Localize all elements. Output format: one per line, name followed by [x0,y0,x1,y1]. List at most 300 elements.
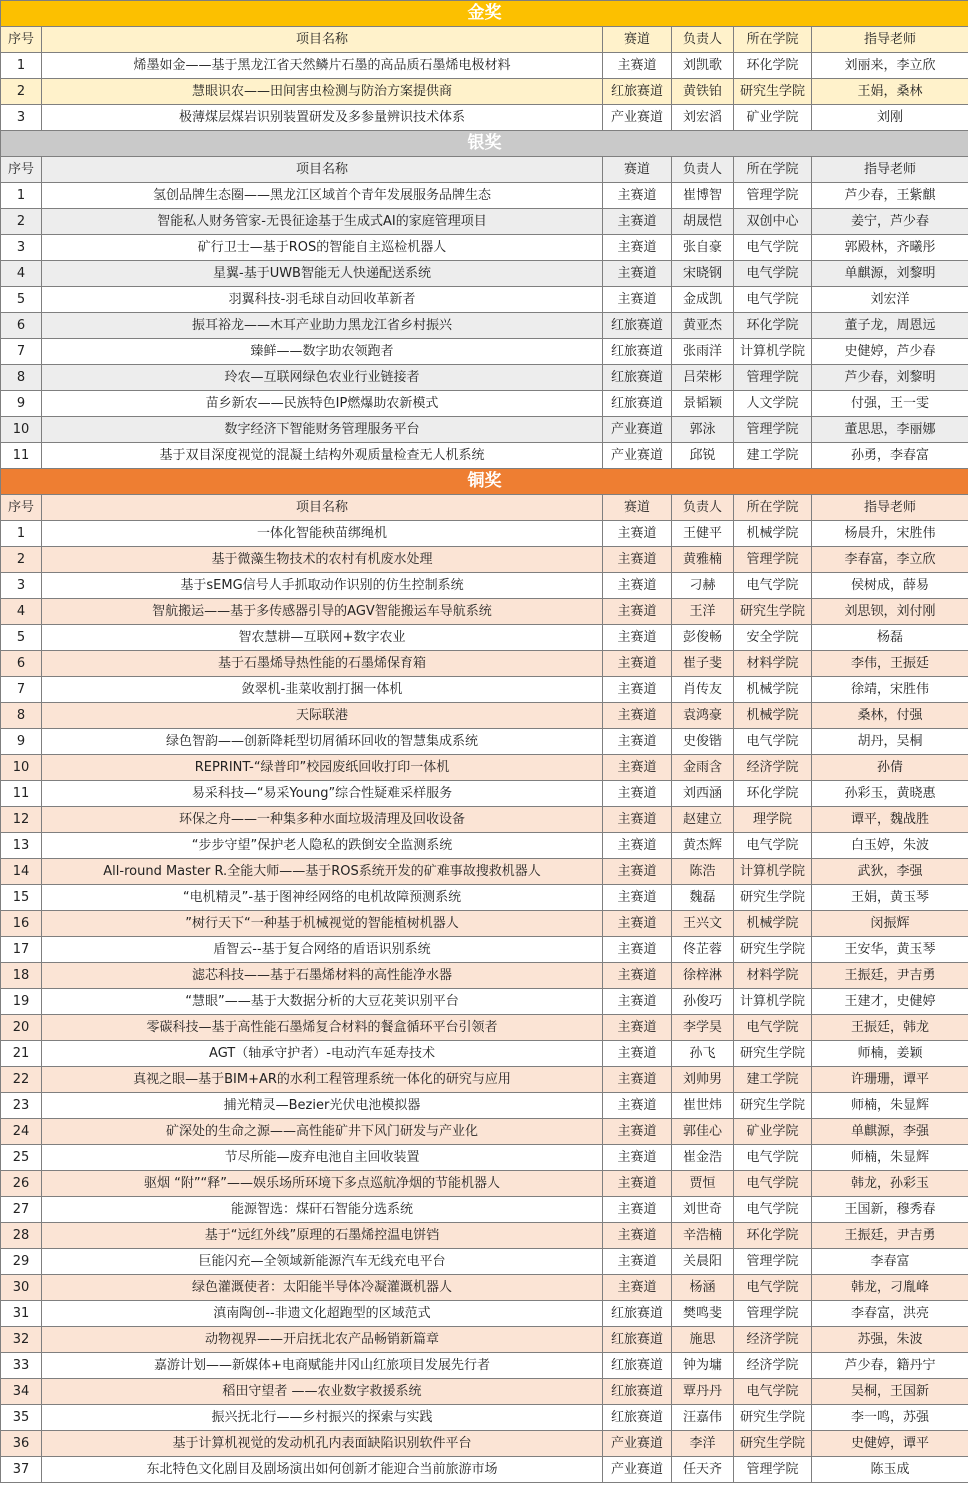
cell-advisor: 董思思，李丽娜 [812,417,968,443]
cell-index: 30 [1,1275,42,1301]
cell-track: 红旅赛道 [603,1327,672,1353]
cell-leader: 宋晓钢 [672,261,734,287]
table-row [1,703,968,729]
column-header: 指导老师 [812,157,968,183]
column-header: 负责人 [672,495,734,521]
cell-project-name: 羽翼科技-羽毛球自动回收革新者 [42,287,603,313]
cell-college: 电气学院 [734,261,812,287]
cell-advisor: 李春富 [812,1249,968,1275]
cell-advisor: 武狄，李强 [812,859,968,885]
cell-index: 23 [1,1093,42,1119]
cell-college: 安全学院 [734,625,812,651]
cell-leader: 胡晟恺 [672,209,734,235]
cell-leader: 孙俊巧 [672,989,734,1015]
cell-track: 主赛道 [603,1145,672,1171]
cell-track: 主赛道 [603,1197,672,1223]
cell-advisor: 王娟，桑林 [812,79,968,105]
cell-leader: 崔博智 [672,183,734,209]
cell-college: 经济学院 [734,1353,812,1379]
cell-index: 28 [1,1223,42,1249]
cell-track: 产业赛道 [603,417,672,443]
table-row [1,1275,968,1301]
cell-advisor: 姜宁，芦少春 [812,209,968,235]
cell-college: 管理学院 [734,183,812,209]
cell-track: 主赛道 [603,53,672,79]
cell-index: 36 [1,1431,42,1457]
cell-project-name: 盾智云--基于复合网络的盾语识别系统 [42,937,603,963]
cell-leader: 钟为墉 [672,1353,734,1379]
cell-project-name: All-round Master R.全能大师——基于ROS系统开发的矿难事故搜救机器人 [42,859,603,885]
cell-advisor: 师楠，姜颖 [812,1041,968,1067]
cell-leader: 黄雅楠 [672,547,734,573]
cell-advisor: 史健婷，谭平 [812,1431,968,1457]
cell-index: 14 [1,859,42,885]
cell-project-name: 绿色智韵——创新降耗型切屑循环回收的智慧集成系统 [42,729,603,755]
column-header: 指导老师 [812,495,968,521]
cell-advisor: 王国新，穆秀春 [812,1197,968,1223]
cell-index: 5 [1,287,42,313]
table-row [1,1119,968,1145]
table-row [1,911,968,937]
cell-leader: 王健平 [672,521,734,547]
cell-college: 研究生学院 [734,937,812,963]
column-header: 项目名称 [42,27,603,53]
table-row [1,1223,968,1249]
cell-index: 8 [1,365,42,391]
column-header: 负责人 [672,157,734,183]
table-row [1,729,968,755]
cell-advisor: 刘思钡，刘付刚 [812,599,968,625]
cell-advisor: 谭平，魏战胜 [812,807,968,833]
table-row [1,209,968,235]
cell-project-name: 动物视界——开启抚北农产品畅销新篇章 [42,1327,603,1353]
cell-index: 1 [1,53,42,79]
cell-college: 矿业学院 [734,1119,812,1145]
cell-index: 37 [1,1457,42,1483]
column-header: 赛道 [603,27,672,53]
cell-college: 研究生学院 [734,1041,812,1067]
section-title-cell: 金奖 [1,1,968,27]
cell-project-name: 东北特色文化剧目及剧场演出如何创新才能迎合当前旅游市场 [42,1457,603,1483]
cell-track: 主赛道 [603,547,672,573]
cell-advisor: 胡丹，吴桐 [812,729,968,755]
cell-leader: 金雨含 [672,755,734,781]
cell-advisor: 杨晨升，宋胜伟 [812,521,968,547]
column-header: 序号 [1,157,42,183]
cell-index: 4 [1,261,42,287]
cell-advisor: 王振廷，尹吉勇 [812,963,968,989]
table-row [1,1041,968,1067]
table-row [1,755,968,781]
cell-index: 3 [1,105,42,131]
table-row [1,1327,968,1353]
table-row [1,1171,968,1197]
table-row [1,287,968,313]
cell-track: 主赛道 [603,1249,672,1275]
cell-leader: 佟芷蓉 [672,937,734,963]
cell-college: 计算机学院 [734,339,812,365]
cell-track: 红旅赛道 [603,391,672,417]
cell-leader: 刘凯歌 [672,53,734,79]
cell-college: 材料学院 [734,651,812,677]
cell-track: 主赛道 [603,235,672,261]
table-row [1,1405,968,1431]
cell-advisor: 孙彩玉，黄晓惠 [812,781,968,807]
cell-index: 15 [1,885,42,911]
cell-project-name: “电机精灵”-基于图神经网络的电机故障预测系统 [42,885,603,911]
cell-track: 主赛道 [603,261,672,287]
cell-college: 管理学院 [734,1457,812,1483]
cell-project-name: 稻田守望者 ——农业数字救援系统 [42,1379,603,1405]
cell-leader: 王兴文 [672,911,734,937]
cell-college: 环化学院 [734,1223,812,1249]
cell-track: 主赛道 [603,209,672,235]
cell-track: 红旅赛道 [603,365,672,391]
cell-college: 电气学院 [734,1197,812,1223]
cell-leader: 崔世炜 [672,1093,734,1119]
cell-leader: 袁鸿豪 [672,703,734,729]
cell-advisor: 单麒源，刘黎明 [812,261,968,287]
cell-project-name: 环保之舟——一种集多种水面垃圾清理及回收设备 [42,807,603,833]
cell-college: 电气学院 [734,1379,812,1405]
cell-college: 管理学院 [734,417,812,443]
cell-track: 主赛道 [603,755,672,781]
cell-leader: 樊鸣斐 [672,1301,734,1327]
cell-track: 主赛道 [603,859,672,885]
cell-index: 8 [1,703,42,729]
cell-advisor: 王娟，黄玉琴 [812,885,968,911]
table-row [1,677,968,703]
cell-index: 4 [1,599,42,625]
table-row [1,79,968,105]
cell-index: 2 [1,79,42,105]
cell-index: 10 [1,417,42,443]
cell-advisor: 桑林，付强 [812,703,968,729]
section-title-silver [1,131,968,157]
cell-college: 环化学院 [734,781,812,807]
cell-index: 32 [1,1327,42,1353]
cell-advisor: 芦少春，王紫麒 [812,183,968,209]
cell-leader: 汪嘉伟 [672,1405,734,1431]
cell-college: 管理学院 [734,365,812,391]
cell-track: 主赛道 [603,651,672,677]
cell-college: 电气学院 [734,287,812,313]
cell-index: 7 [1,677,42,703]
cell-index: 3 [1,235,42,261]
cell-leader: 金成凯 [672,287,734,313]
cell-track: 主赛道 [603,521,672,547]
cell-track: 主赛道 [603,1223,672,1249]
cell-index: 9 [1,729,42,755]
cell-project-name: 基于石墨烯导热性能的石墨烯保育箱 [42,651,603,677]
cell-track: 红旅赛道 [603,1379,672,1405]
table-row [1,1015,968,1041]
cell-track: 主赛道 [603,807,672,833]
cell-leader: 刘世奇 [672,1197,734,1223]
cell-project-name: AGT（轴承守护者）-电动汽车延寿技术 [42,1041,603,1067]
cell-project-name: 零碳科技—基于高性能石墨烯复合材料的餐盒循环平台引领者 [42,1015,603,1041]
cell-index: 10 [1,755,42,781]
cell-project-name: 极薄煤层煤岩识别装置研发及多参量辨识技术体系 [42,105,603,131]
cell-index: 20 [1,1015,42,1041]
table-row [1,235,968,261]
cell-leader: 彭俊畅 [672,625,734,651]
column-header: 项目名称 [42,495,603,521]
cell-advisor: 孙倩 [812,755,968,781]
cell-index: 31 [1,1301,42,1327]
cell-college: 机械学院 [734,703,812,729]
cell-project-name: 基于计算机视觉的发动机孔内表面缺陷识别软件平台 [42,1431,603,1457]
cell-advisor: 芦少春，刘黎明 [812,365,968,391]
cell-index: 19 [1,989,42,1015]
table-row [1,963,968,989]
cell-advisor: 师楠，朱显辉 [812,1145,968,1171]
cell-project-name: “步步守望”保护老人隐私的跌倒安全监测系统 [42,833,603,859]
cell-advisor: 刘宏洋 [812,287,968,313]
cell-index: 21 [1,1041,42,1067]
cell-leader: 李洋 [672,1431,734,1457]
cell-index: 13 [1,833,42,859]
cell-index: 5 [1,625,42,651]
cell-advisor: 王振廷，韩龙 [812,1015,968,1041]
section-title-cell: 铜奖 [1,469,968,495]
table-row [1,391,968,417]
table-row [1,313,968,339]
cell-project-name: 天际联港 [42,703,603,729]
cell-leader: 黄铁铂 [672,79,734,105]
table-row [1,781,968,807]
column-header: 负责人 [672,27,734,53]
cell-advisor: 孙勇，李春富 [812,443,968,469]
cell-index: 17 [1,937,42,963]
table-row [1,1301,968,1327]
cell-project-name: 驱烟 “附”“释”——娱乐场所环境下多点巡航净烟的节能机器人 [42,1171,603,1197]
cell-project-name: 智农慧耕—互联网+数字农业 [42,625,603,651]
cell-project-name: ”树行天下“一种基于机械视觉的智能植树机器人 [42,911,603,937]
cell-leader: 王洋 [672,599,734,625]
table-row [1,625,968,651]
cell-leader: 覃丹丹 [672,1379,734,1405]
cell-index: 9 [1,391,42,417]
cell-leader: 刘宏滔 [672,105,734,131]
cell-college: 矿业学院 [734,105,812,131]
cell-college: 机械学院 [734,911,812,937]
table-row [1,105,968,131]
cell-leader: 张自豪 [672,235,734,261]
cell-project-name: 巨能闪充—全领域新能源汽车无线充电平台 [42,1249,603,1275]
cell-project-name: 苗乡新农——民族特色IP燃爆助农新模式 [42,391,603,417]
cell-advisor: 吴桐，王国新 [812,1379,968,1405]
cell-project-name: REPRINT-“绿普印”校园废纸回收打印一体机 [42,755,603,781]
cell-college: 电气学院 [734,235,812,261]
cell-index: 25 [1,1145,42,1171]
column-header: 所在学院 [734,495,812,521]
column-header: 赛道 [603,157,672,183]
column-header: 赛道 [603,495,672,521]
cell-advisor: 李春富，洪亮 [812,1301,968,1327]
cell-leader: 赵建立 [672,807,734,833]
cell-project-name: 数字经济下智能财务管理服务平台 [42,417,603,443]
table-row [1,417,968,443]
cell-advisor: 李春富，李立欣 [812,547,968,573]
cell-project-name: 氢创品牌生态圈——黑龙江区域首个青年发展服务品牌生态 [42,183,603,209]
cell-leader: 崔子斐 [672,651,734,677]
cell-project-name: 滇南陶创--非遗文化超跑型的区域范式 [42,1301,603,1327]
header-row [1,157,968,183]
cell-track: 主赛道 [603,1119,672,1145]
cell-project-name: 易采科技—“易采Young”综合性疑难采样服务 [42,781,603,807]
cell-advisor: 王建才，史健婷 [812,989,968,1015]
cell-advisor: 白玉婷，朱波 [812,833,968,859]
cell-index: 3 [1,573,42,599]
cell-track: 主赛道 [603,885,672,911]
cell-project-name: 基于微藻生物技术的农村有机废水处理 [42,547,603,573]
cell-track: 产业赛道 [603,105,672,131]
cell-college: 研究生学院 [734,1405,812,1431]
cell-college: 计算机学院 [734,989,812,1015]
cell-advisor: 刘丽来，李立欣 [812,53,968,79]
table-row [1,53,968,79]
cell-leader: 关晨阳 [672,1249,734,1275]
column-header: 序号 [1,495,42,521]
cell-index: 33 [1,1353,42,1379]
cell-index: 27 [1,1197,42,1223]
cell-college: 理学院 [734,807,812,833]
cell-track: 主赛道 [603,625,672,651]
cell-college: 机械学院 [734,677,812,703]
cell-index: 1 [1,521,42,547]
cell-track: 主赛道 [603,937,672,963]
table-row [1,651,968,677]
table-row [1,547,968,573]
cell-advisor: 付强，王一雯 [812,391,968,417]
table-row [1,1093,968,1119]
cell-college: 机械学院 [734,521,812,547]
cell-leader: 李学昊 [672,1015,734,1041]
cell-track: 主赛道 [603,833,672,859]
cell-college: 研究生学院 [734,1431,812,1457]
table-row [1,261,968,287]
cell-project-name: 真视之眼—基于BIM+AR的水利工程管理系统一体化的研究与应用 [42,1067,603,1093]
cell-college: 电气学院 [734,573,812,599]
cell-track: 红旅赛道 [603,1301,672,1327]
cell-index: 11 [1,443,42,469]
cell-leader: 任天齐 [672,1457,734,1483]
table-row [1,1067,968,1093]
section-title-gold [1,1,968,27]
header-row [1,27,968,53]
cell-project-name: 矿行卫士—基于ROS的智能自主巡检机器人 [42,235,603,261]
cell-index: 16 [1,911,42,937]
cell-leader: 崔金浩 [672,1145,734,1171]
cell-advisor: 王振廷，尹吉勇 [812,1223,968,1249]
cell-advisor: 刘刚 [812,105,968,131]
cell-track: 红旅赛道 [603,79,672,105]
table-row [1,443,968,469]
cell-leader: 黄杰辉 [672,833,734,859]
cell-leader: 贾恒 [672,1171,734,1197]
cell-project-name: 振耳裕龙——木耳产业助力黑龙江省乡村振兴 [42,313,603,339]
table-row [1,1145,968,1171]
cell-index: 2 [1,547,42,573]
column-header: 所在学院 [734,27,812,53]
cell-project-name: 矿深处的生命之源——高性能矿井下风门研发与产业化 [42,1119,603,1145]
cell-advisor: 杨磊 [812,625,968,651]
cell-advisor: 李伟，王振廷 [812,651,968,677]
table-row [1,1457,968,1483]
column-header: 指导老师 [812,27,968,53]
table-row [1,365,968,391]
cell-project-name: 基于sEMG信号人手抓取动作识别的仿生控制系统 [42,573,603,599]
cell-leader: 陈浩 [672,859,734,885]
cell-index: 18 [1,963,42,989]
cell-college: 建工学院 [734,443,812,469]
cell-leader: 张雨洋 [672,339,734,365]
table-row [1,1197,968,1223]
table-row [1,339,968,365]
table-row [1,1249,968,1275]
cell-leader: 刘帅男 [672,1067,734,1093]
cell-college: 环化学院 [734,53,812,79]
cell-track: 主赛道 [603,1275,672,1301]
cell-index: 12 [1,807,42,833]
cell-advisor: 苏强，朱波 [812,1327,968,1353]
cell-leader: 肖传友 [672,677,734,703]
cell-track: 主赛道 [603,1093,672,1119]
table-row [1,573,968,599]
cell-advisor: 闵振辉 [812,911,968,937]
cell-project-name: 能源智选：煤矸石智能分选系统 [42,1197,603,1223]
cell-advisor: 侯树成，薛易 [812,573,968,599]
cell-track: 红旅赛道 [603,313,672,339]
cell-leader: 景韬颖 [672,391,734,417]
cell-index: 6 [1,651,42,677]
cell-project-name: 嘉游计划——新媒体+电商赋能井冈山红旅项目发展先行者 [42,1353,603,1379]
cell-advisor: 史健婷，芦少春 [812,339,968,365]
cell-project-name: 滤芯科技——基于石墨烯材料的高性能净水器 [42,963,603,989]
cell-project-name: 捕光精灵—Bezier光伏电池模拟器 [42,1093,603,1119]
section-title-bronze [1,469,968,495]
cell-track: 主赛道 [603,1067,672,1093]
cell-project-name: 玲农—互联网绿色农业行业链接者 [42,365,603,391]
cell-track: 主赛道 [603,599,672,625]
cell-leader: 吕荣彬 [672,365,734,391]
cell-leader: 郭佳心 [672,1119,734,1145]
cell-leader: 孙飞 [672,1041,734,1067]
table-row [1,1379,968,1405]
table-row [1,1353,968,1379]
cell-track: 红旅赛道 [603,339,672,365]
cell-project-name: 一体化智能秧苗绑绳机 [42,521,603,547]
cell-track: 主赛道 [603,729,672,755]
cell-college: 电气学院 [734,1015,812,1041]
column-header: 序号 [1,27,42,53]
cell-project-name: 星翼-基于UWB智能无人快递配送系统 [42,261,603,287]
cell-college: 研究生学院 [734,79,812,105]
cell-leader: 刘西涵 [672,781,734,807]
cell-advisor: 徐靖，宋胜伟 [812,677,968,703]
cell-advisor: 陈玉成 [812,1457,968,1483]
cell-project-name: 节尽所能—废弃电池自主回收装置 [42,1145,603,1171]
cell-college: 材料学院 [734,963,812,989]
cell-college: 电气学院 [734,729,812,755]
cell-leader: 魏磊 [672,885,734,911]
cell-track: 主赛道 [603,781,672,807]
cell-track: 主赛道 [603,1171,672,1197]
cell-track: 主赛道 [603,911,672,937]
cell-track: 主赛道 [603,703,672,729]
cell-college: 研究生学院 [734,1093,812,1119]
